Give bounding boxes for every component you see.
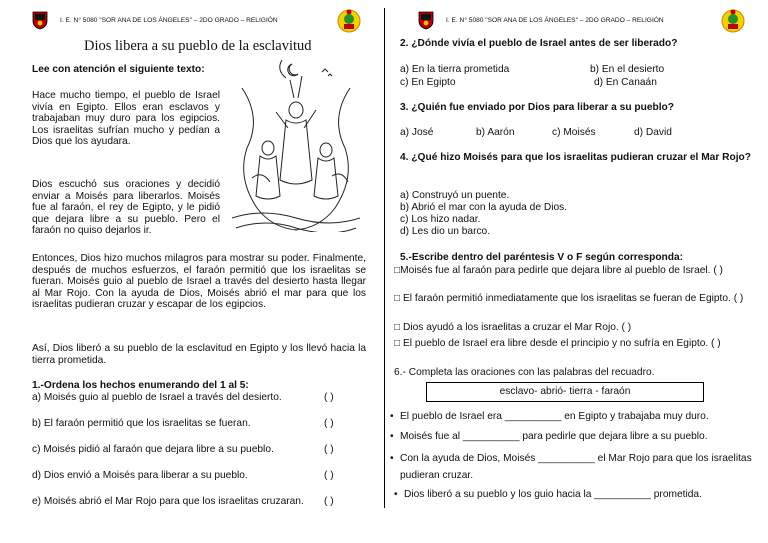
option[interactable]: b) En el desierto [590,64,665,75]
option[interactable]: a) Construyó un puente. [400,190,510,201]
moses-illustration [232,58,360,232]
true-false-statement[interactable]: □ El faraón permitió inmediatamente que los israelitas se fueran de Egipto. ( ) [394,293,744,304]
question-1-item: d) Dios envió a Moisés para liberar a su pueblo. [32,470,248,481]
question-1-item: a) Moisés guio al pueblo de Israel a través del desierto. [32,392,282,403]
school-emblem-icon [720,8,746,34]
reading-paragraph-4: Así, Dios liberó a su pueblo de la esclavitud en Egipto y los llevó hacia la tierra prometida. [32,343,366,366]
true-false-statement[interactable]: □Moisés fue al faraón para pedirle que dejara libre al pueblo de Israel. ( ) [394,265,723,276]
fill-in-sentence[interactable]: • El pueblo de Israel era __________ en Egipto y trabajaba muy duro. [400,411,752,422]
fill-in-sentence[interactable]: • Moisés fue al __________ para pedirle que dejara libre a su pueblo. [400,431,752,442]
option[interactable]: c) En Egipto [400,77,456,88]
school-crest-icon [32,11,48,30]
question-1-item: c) Moisés pidió al faraón que dejara libre a su pueblo. [32,444,274,455]
answer-parenthesis[interactable]: ( ) [324,470,334,481]
question-5-title: 5.-Escribe dentro del paréntesis V o F según corresponda: [400,252,684,263]
answer-parenthesis[interactable]: ( ) [324,496,334,507]
option[interactable]: c) Los hizo nadar. [400,214,481,225]
option[interactable]: a) José [400,127,434,138]
question-1-item: b) El faraón permitió que los israelitas se fueran. [32,418,251,429]
question-1-title: 1.-Ordena los hechos enumerando del 1 al 5: [32,380,249,391]
reading-instruction: Lee con atención el siguiente texto: [32,64,205,75]
reading-paragraph-3: Entonces, Dios hizo muchos milagros para mostrar su poder. Finalmente, después de muchos esfuerzos, el faraón permitió que los israelitas se fueran. Moisés guio al pueblo de Israel a través del desierto hasta llegar al Mar Rojo. Con la ayuda de Dios, Moisés abrió el mar para que los israelitas pudieran cruzar y escapar de los egipcios. [32,253,366,311]
reading-paragraph-1: Hace mucho tiempo, el pueblo de Israel vivía en Egipto. Ellos eran esclavos y trabajaban muy duro para los egipcios. Los israelitas sufrían mucho y pedían a Dios que los ayudara. [32,90,220,148]
worksheet-page-right [386,0,768,543]
page-title: Dios libera a su pueblo de la esclavitud [84,38,312,54]
header-text: I. E. N° 5080 "SOR ANA DE LOS ÁNGELES" – 2DO GRADO – RELIGIÓN [60,17,278,24]
option[interactable]: b) Abrió el mar con la ayuda de Dios. [400,202,568,213]
true-false-statement[interactable]: □ Dios ayudó a los israelitas a cruzar el Mar Rojo. ( ) [394,322,632,333]
school-crest-icon [418,11,434,30]
answer-parenthesis[interactable]: ( ) [324,392,334,403]
answer-parenthesis[interactable]: ( ) [324,444,334,455]
answer-parenthesis[interactable]: ( ) [324,418,334,429]
school-emblem-icon [336,8,362,34]
option[interactable]: d) David [634,127,672,138]
option[interactable]: d) En Canaán [594,77,657,88]
fill-in-sentence[interactable]: • Dios liberó a su pueblo y los guio hacia la __________ prometida. [404,489,752,500]
fill-in-sentence[interactable]: • Con la ayuda de Dios, Moisés __________ el Mar Rojo para que los israelitas pudieran cruzar. [400,450,752,484]
header-text: I. E. N° 5080 "SOR ANA DE LOS ÁNGELES" – 2DO GRADO – RELIGIÓN [446,17,664,24]
page-divider [384,8,385,508]
word-bank-box: esclavo- abrió- tierra - faraón [426,382,704,402]
option[interactable]: b) Aarón [476,127,515,138]
page-header [0,6,384,34]
true-false-statement[interactable]: □ El pueblo de Israel era libre desde el principio y no sufría en Egipto. ( ) [394,338,721,349]
question-1-item: e) Moisés abrió el Mar Rojo para que los israelitas cruzaran. [32,496,304,507]
question-3-title: 3. ¿Quién fue enviado por Dios para liberar a su pueblo? [400,102,674,113]
option[interactable]: a) En la tierra prometida [400,64,510,75]
page-header [386,6,768,34]
option[interactable]: d) Les dio un barco. [400,226,491,237]
question-2-title: 2. ¿Dónde vivía el pueblo de Israel antes de ser liberado? [400,38,678,49]
question-4-title: 4. ¿Qué hizo Moisés para que los israelitas pudieran cruzar el Mar Rojo? [400,152,751,163]
question-6-title: 6.- Completa las oraciones con las palabras del recuadro. [394,367,655,378]
option[interactable]: c) Moisés [552,127,596,138]
reading-paragraph-2: Dios escuchó sus oraciones y decidió enviar a Moisés para liberarlos. Moisés fue al faraón, el rey de Egipto, y le pidió que dejara libre a su pueblo. Pero el faraón no quiso dejarlos ir. [32,179,220,237]
